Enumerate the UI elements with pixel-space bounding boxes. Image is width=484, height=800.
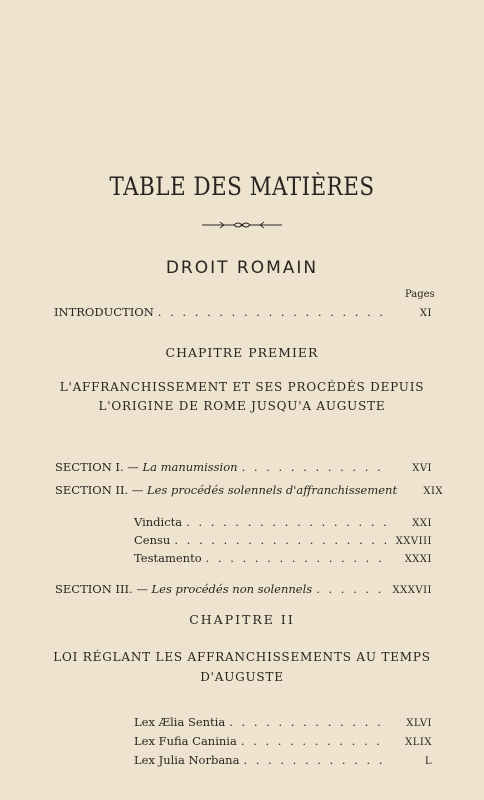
pages-column-label: Pages: [405, 289, 435, 300]
dot-leader: [242, 460, 390, 474]
dot-leader: [229, 715, 390, 729]
toc-entry-page: L: [424, 756, 432, 767]
toc-entry-label: Vindicta: [134, 515, 183, 529]
chapter-2-subtitle-line2: D'AUGUSTE: [200, 670, 284, 684]
toc-entry-label: Testamento: [134, 551, 202, 565]
dot-leader: [186, 515, 390, 529]
toc-entry-label: INTRODUCTION: [54, 305, 154, 319]
toc-entry-page: XVI: [412, 463, 432, 474]
section-number: SECTION II. —: [55, 483, 144, 497]
toc-entry-introduction[interactable]: [54, 305, 432, 321]
toc-entry-label: Lex Fufia Caninia: [134, 734, 237, 748]
toc-entry-page: XXVIII: [395, 536, 432, 547]
toc-entry-page: XI: [419, 308, 432, 319]
toc-entry-section-2[interactable]: [55, 483, 444, 499]
toc-entry-lex-aelia-sentia[interactable]: [134, 715, 432, 731]
dot-leader: [158, 305, 390, 319]
section-number: SECTION III. —: [55, 582, 148, 596]
toc-entry-label: Lex Ælia Sentia: [134, 715, 226, 729]
chapter-1-subtitle-line1: L'AFFRANCHISSEMENT ET SES PROCÉDÉS DEPUIS: [59, 380, 425, 394]
toc-entry-page: XLVI: [406, 718, 432, 729]
section-title: La manumission: [142, 460, 238, 474]
chapter-1-subtitle-line2: L'ORIGINE DE ROME JUSQU'A AUGUSTE: [98, 399, 386, 413]
toc-entry-section-1[interactable]: [55, 460, 432, 476]
toc-entry-page: XLIX: [405, 737, 432, 748]
dot-leader: [243, 753, 390, 767]
chapter-1-heading: CHAPITRE PREMIER: [165, 345, 319, 360]
toc-entry-section-3[interactable]: [55, 582, 432, 598]
toc-entry-lex-julia-norbana[interactable]: [134, 753, 432, 769]
toc-subentry-vindicta[interactable]: [134, 515, 432, 531]
toc-subentry-censu[interactable]: [134, 533, 432, 549]
section-title: Les procédés non solennels: [151, 582, 313, 596]
dot-leader: [316, 582, 388, 596]
ornament-divider-icon: [200, 219, 284, 231]
chapter-2-subtitle-line1: LOI RÉGLANT LES AFFRANCHISSEMENTS AU TEMPS: [53, 650, 431, 664]
toc-entry-lex-fufia-caninia[interactable]: [134, 734, 432, 750]
dot-leader: [206, 551, 390, 565]
toc-entry-label: Censu: [134, 533, 171, 547]
toc-entry-label: Lex Julia Norbana: [134, 753, 240, 767]
toc-entry-page: XXI: [412, 518, 432, 529]
chapter-2-heading: CHAPITRE II: [189, 612, 295, 627]
section-number: SECTION I. —: [55, 460, 139, 474]
toc-entry-page: XXXVII: [392, 585, 432, 596]
toc-subentry-testamento[interactable]: [134, 551, 432, 567]
part-heading: DROIT ROMAIN: [165, 258, 319, 278]
dot-leader: [241, 734, 390, 748]
section-title: Les procédés solennels d'affranchissement: [146, 483, 398, 497]
toc-entry-page: XXXI: [404, 554, 432, 565]
dot-leader: [174, 533, 390, 547]
toc-entry-page: XIX: [423, 486, 444, 497]
page-title: TABLE DES MATIÈRES: [109, 172, 375, 201]
